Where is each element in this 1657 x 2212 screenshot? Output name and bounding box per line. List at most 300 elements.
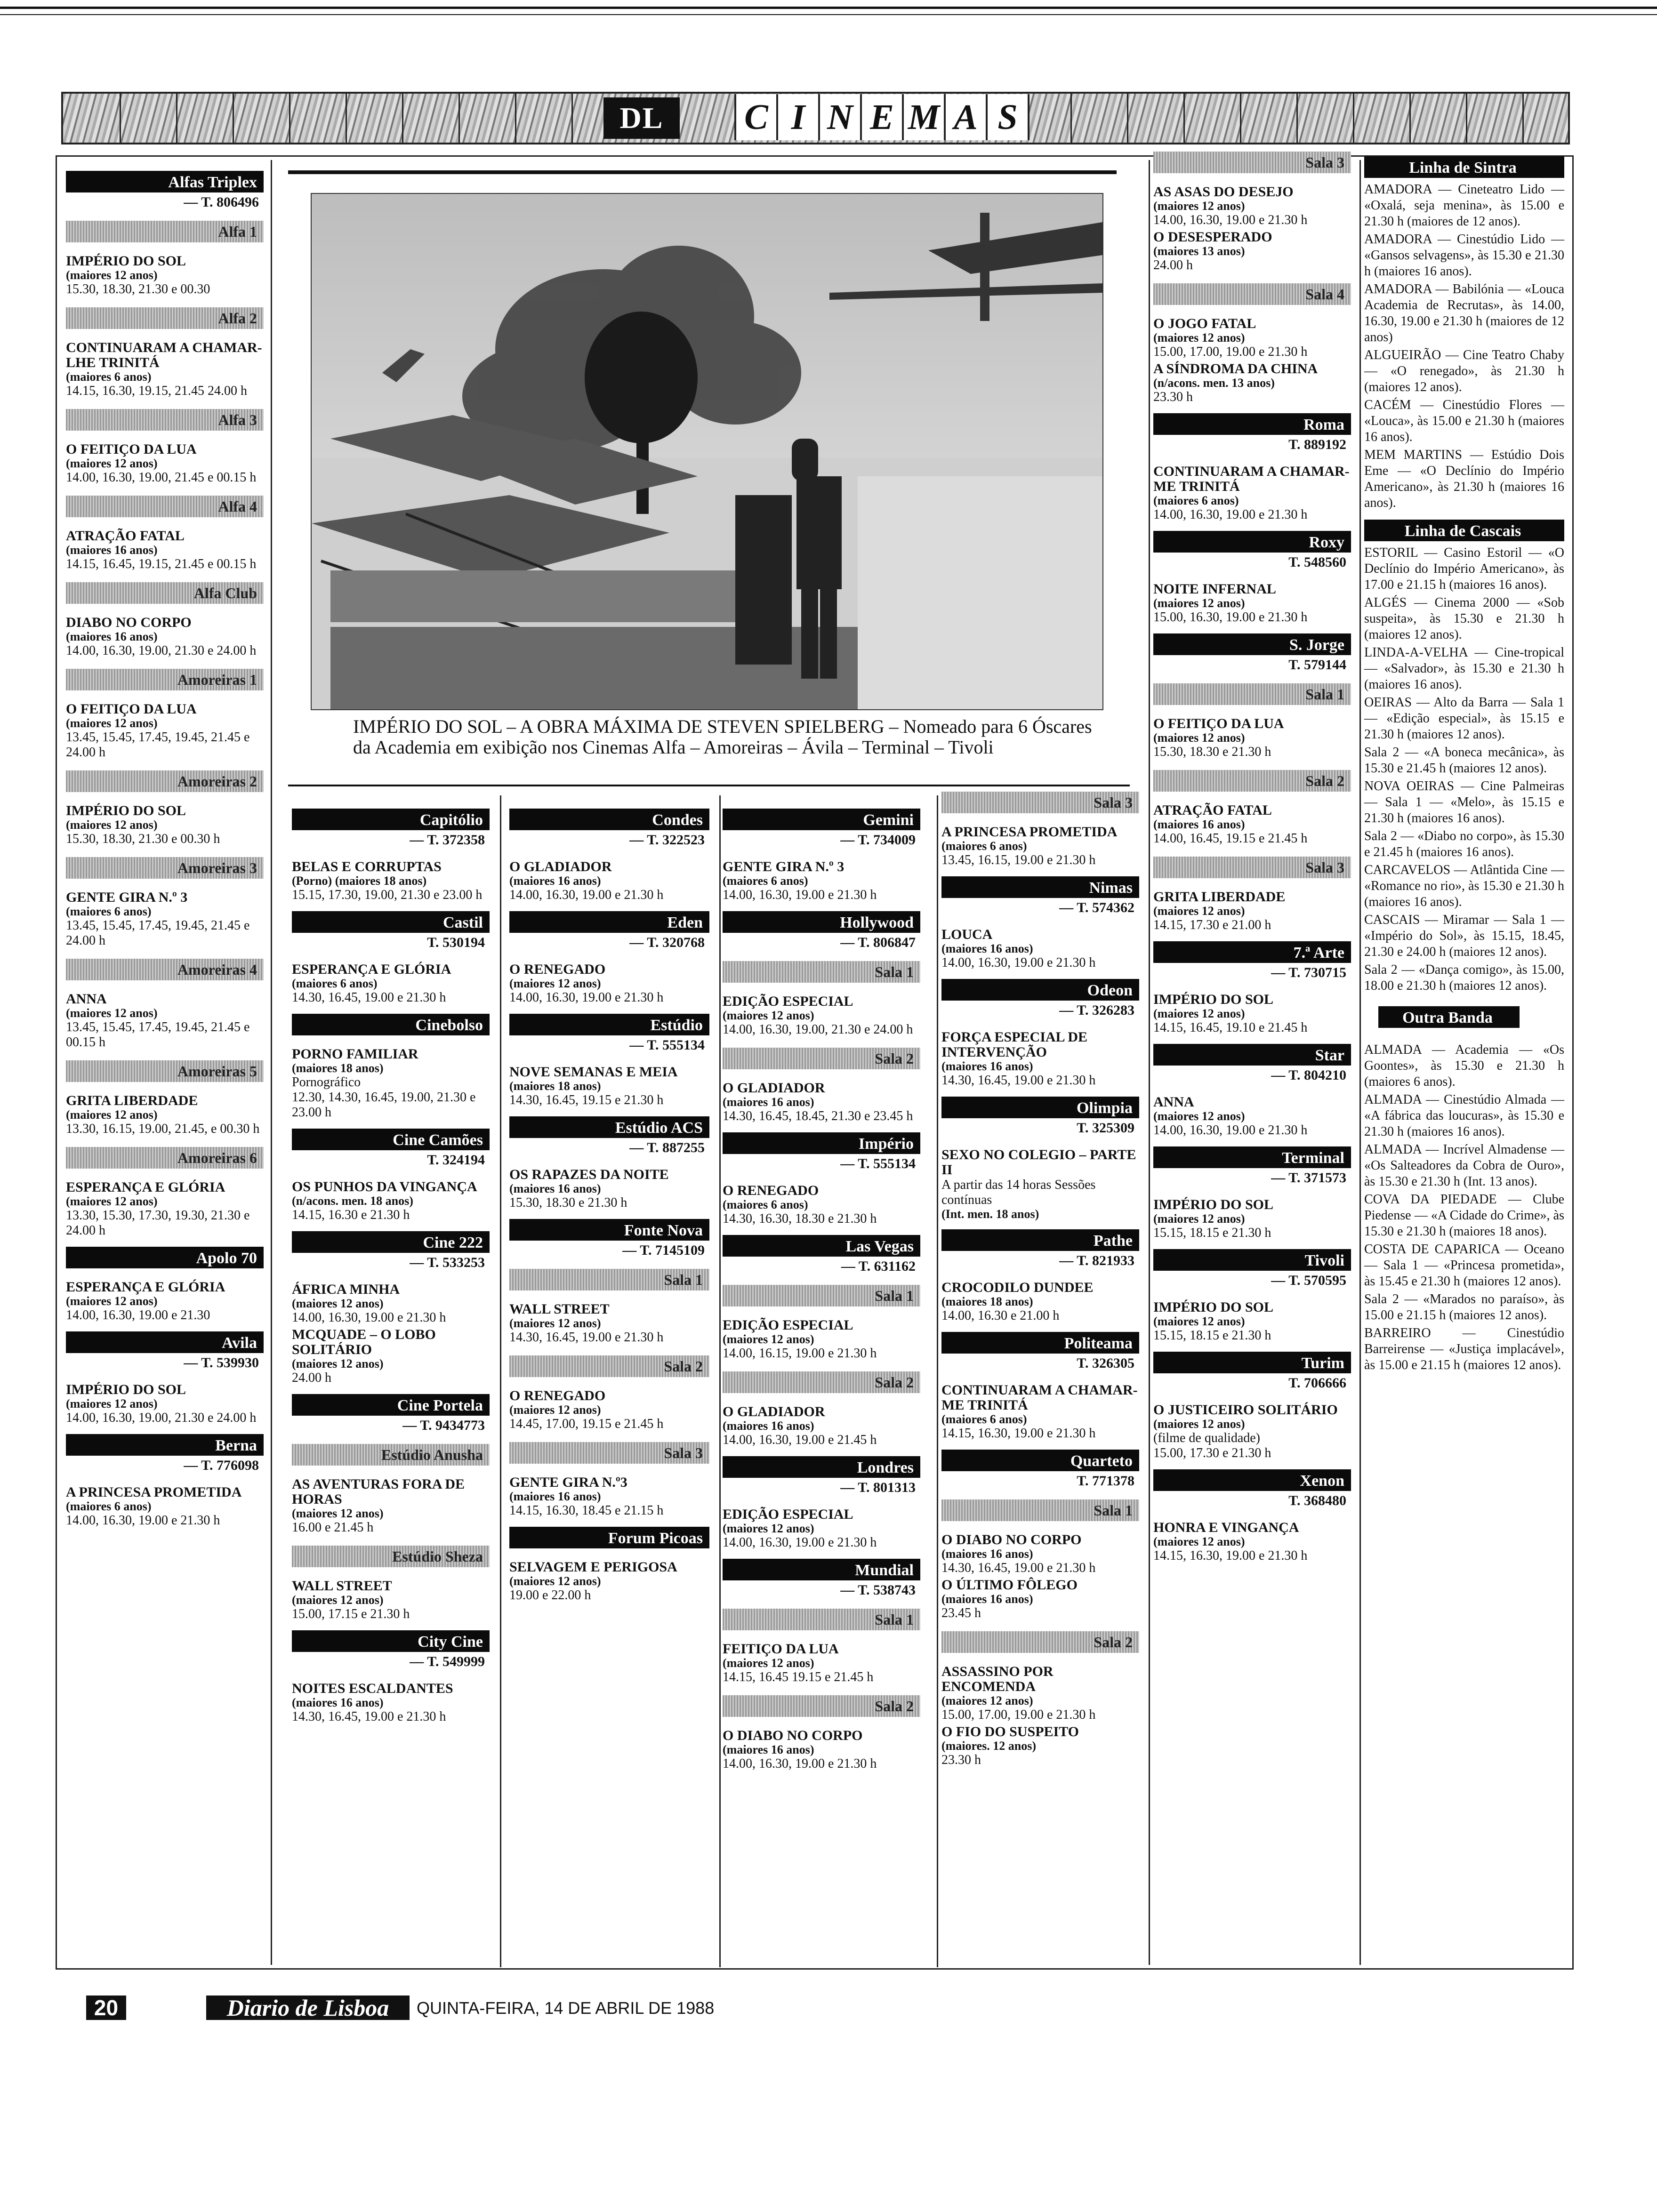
cinema-header: Politeama [941, 1332, 1139, 1354]
showtimes: 15.00, 16.30, 19.00 e 21.30 h [1153, 610, 1308, 625]
cinema-header: Xenon [1153, 1469, 1351, 1491]
cinema-header: Alfa 1 [66, 221, 264, 242]
cinema-phone: T. 889192 [1288, 437, 1346, 452]
film-title: CONTINUARAM A CHAMAR-ME TRINITÁ [1153, 464, 1350, 494]
age-rating: (maiores 12 anos) [66, 457, 158, 470]
cinema-header: Cine Camões [292, 1129, 490, 1150]
film-title: CROCODILO DUNDEE [941, 1280, 1094, 1295]
age-rating: (maiores 12 anos) [723, 1332, 814, 1346]
cinema-phone: T. 771378 [1077, 1473, 1134, 1489]
cinema-header: Star [1153, 1044, 1351, 1066]
film-title: NOITE INFERNAL [1153, 581, 1276, 597]
regional-listing: MEM MARTINS — Estúdio Dois Eme — «O Declínio do Império Americano», às 21.30 h (maiores 16 anos). [1364, 448, 1564, 510]
newspaper-logo: DL [603, 97, 680, 139]
title-letter: M [902, 94, 944, 140]
age-rating: (maiores 16 anos) [509, 1490, 601, 1503]
showtimes: 14.30, 16.45, 19.15 e 21.30 h [509, 1093, 664, 1107]
age-rating: (Int. men. 18 anos) [941, 1207, 1039, 1221]
cinema-header: Sala 3 [1153, 857, 1351, 878]
age-rating: (maiores 6 anos) [292, 977, 378, 990]
photo-top-rule [288, 170, 1117, 174]
age-rating: (maiores 16 anos) [509, 874, 601, 888]
cinema-phone: T. 325309 [1077, 1120, 1134, 1136]
showtimes: 14.00, 16.30, 19.00 e 21.45 h [723, 1433, 877, 1447]
cinema-header: Sala 3 [941, 792, 1139, 813]
film-title: O GLADIADOR [509, 859, 612, 874]
cinema-header: Alfa 3 [66, 409, 264, 431]
cinema-header: Estúdio Anusha [292, 1444, 490, 1466]
regional-listings [1364, 156, 1564, 1375]
showtimes: 14.00, 16.30, 19.00 e 21.30 h [509, 990, 664, 1005]
age-rating: (maiores 16 anos) [723, 1419, 814, 1433]
cinema-phone: — T. 371573 [1271, 1170, 1346, 1186]
film-title: DIABO NO CORPO [66, 615, 192, 630]
cinema-header: Sala 1 [723, 1285, 920, 1306]
showtimes: 15.30, 18.30, 21.30 e 00.30 h [66, 832, 220, 846]
age-rating: (maiores 6 anos) [66, 1499, 152, 1513]
film-title: EDIÇÃO ESPECIAL [723, 1317, 853, 1333]
cinema-header: S. Jorge [1153, 633, 1351, 655]
age-rating: (maiores 6 anos) [66, 905, 152, 918]
showtimes: 14.30, 16.45, 18.45, 21.30 e 23.45 h [723, 1109, 913, 1123]
film-title: FORÇA ESPECIAL DE INTERVENÇÃO [941, 1029, 1088, 1060]
title-letter: I [776, 94, 818, 140]
column-divider [271, 160, 272, 1965]
cinema-phone: — T. 320768 [629, 935, 705, 950]
cinema-phone: — T. 372358 [410, 832, 485, 848]
showtimes: 14.00, 16.30, 19.00 e 21.30 h [723, 1756, 877, 1771]
showtimes: 14.15, 16.45, 19.15, 21.45 e 00.15 h [66, 557, 257, 571]
cinema-header: Quarteto [941, 1450, 1139, 1471]
age-rating: (maiores 12 anos) [1153, 904, 1245, 918]
showtimes: 15.00, 17.30 e 21.30 h [1153, 1446, 1271, 1460]
age-rating: (maiores 12 anos) [509, 1574, 601, 1588]
showtimes: 23.30 h [1153, 390, 1193, 404]
age-rating: (maiores 12 anos) [66, 268, 158, 282]
age-rating: (maiores 12 anos) [1153, 331, 1245, 345]
sintra-list [1364, 182, 1564, 511]
cinema-header: Odeon [941, 979, 1139, 1001]
news-photo [311, 193, 1103, 710]
film-title: ASSASSINO POR ENCOMENDA [941, 1664, 1054, 1694]
cinema-header: Amoreiras 2 [66, 770, 264, 792]
showtimes: 13.45, 15.45, 17.45, 19.45, 21.45 e 24.00 h [66, 730, 250, 760]
cinema-header: Londres [723, 1456, 920, 1478]
film-title: CONTINUARAM A CHAMAR-LHE TRINITÁ [66, 340, 262, 370]
cinema-header: Apolo 70 [66, 1247, 264, 1268]
age-rating: (maiores 12 anos) [723, 1522, 814, 1535]
cinema-header: Amoreiras 1 [66, 669, 264, 690]
film-title: O FEITIÇO DA LUA [1153, 716, 1284, 731]
film-title: O JOGO FATAL [1153, 316, 1256, 331]
column-divider [719, 795, 721, 1967]
showtimes: 14.00, 16.45, 19.15 e 21.45 h [1153, 831, 1308, 846]
photo-caption: IMPÉRIO DO SOL – A OBRA MÁXIMA DE STEVEN SPIELBERG – Nomeado para 6 Óscares da Academia em exibição nos Cinemas Alfa – Amoreiras – Ávila – Terminal – Tivoli [353, 716, 1092, 758]
regional-listing: Sala 2 — «Marados no paraíso», às 15.00 e 21.15 h (maiores 12 anos). [1364, 1292, 1564, 1322]
regional-listing: COSTA DE CAPARICA — Oceano — Sala 1 — «Princesa prometida», às 15.45 e 21.30 h (maiores 12 anos). [1364, 1242, 1564, 1289]
outra-banda-header: Outra Banda [1378, 1006, 1520, 1028]
cinema-header: City Cine [292, 1630, 490, 1652]
cinema-header: Gemini [723, 809, 920, 830]
film-title: BELAS E CORRUPTAS [292, 859, 442, 874]
showtimes: 15.30, 18.30, 21.30 e 00.30 [66, 282, 210, 297]
showtimes: 14.30, 16.45, 19.00 e 21.30 h [292, 990, 446, 1005]
cinema-phone: — T. 9434773 [402, 1418, 485, 1433]
cinema-phone: — T. 887255 [629, 1140, 705, 1155]
film-title: IMPÉRIO DO SOL [66, 1382, 186, 1397]
age-rating: (maiores 16 anos) [941, 1547, 1033, 1561]
age-rating: (maiores 12 anos) [292, 1507, 384, 1520]
showtimes: 14.15, 16.30, 19.15, 21.45 24.00 h [66, 384, 247, 398]
showtimes: 13.30, 16.15, 19.00, 21.45, e 00.30 h [66, 1122, 260, 1136]
age-rating: (maiores 12 anos) [1153, 1007, 1245, 1020]
showtimes: 24.00 h [292, 1370, 331, 1385]
showtimes: 14.00, 16.30, 19.00 e 21.30 h [723, 888, 877, 902]
showtimes: 14.30, 16.45, 19.00 e 21.30 h [941, 1561, 1096, 1575]
showtimes: 15.00, 17.00, 19.00 e 21.30 h [941, 1707, 1096, 1722]
cinema-header: Sala 4 [1153, 283, 1351, 305]
age-rating: (maiores 12 anos) [66, 1397, 158, 1411]
showtimes: 14.15, 16.45 19.15 e 21.45 h [723, 1670, 874, 1684]
age-rating: (maiores 6 anos) [941, 1412, 1027, 1426]
cinema-header: Las Vegas [723, 1235, 920, 1257]
film-title: GRITA LIBERDADE [66, 1093, 198, 1108]
age-rating: (maiores 12 anos) [1153, 199, 1245, 213]
cinema-header: Amoreiras 3 [66, 857, 264, 879]
cinema-phone: — T. 570595 [1271, 1273, 1346, 1288]
film-title: EDIÇÃO ESPECIAL [723, 994, 853, 1009]
showtimes: 14.00, 16.30, 19.00 e 21.30 h [1153, 507, 1308, 522]
age-rating: (maiores 12 anos) [66, 1108, 158, 1122]
film-title: EDIÇÃO ESPECIAL [723, 1507, 853, 1522]
showtimes: 14.15, 16.30, 18.45 e 21.15 h [509, 1503, 664, 1518]
age-rating: (maiores 12 anos) [723, 1656, 814, 1670]
regional-listing: LINDA-A-VELHA — Cine-tropical — «Salvador», às 15.30 e 21.30 h (maiores 16 anos). [1364, 645, 1564, 692]
column-divider [500, 795, 501, 1967]
cinema-phone: — T. 538743 [840, 1582, 916, 1598]
age-rating: (maiores 16 anos) [509, 1182, 601, 1195]
showtimes: 14.45, 17.00, 19.15 e 21.45 h [509, 1417, 664, 1431]
showtimes: 23.30 h [941, 1753, 981, 1767]
cinema-header: Capitólio [292, 809, 490, 830]
cinema-header: Sala 1 [509, 1269, 709, 1290]
showtimes: 14.00, 16.30, 19.00, 21.30 e 24.00 h [66, 1411, 257, 1425]
cinema-header: Berna [66, 1434, 264, 1456]
cinema-header: Avila [66, 1331, 264, 1353]
film-title: GENTE GIRA N.º3 [509, 1475, 627, 1490]
listings-column-4 [723, 800, 920, 1771]
cinema-header: Sala 1 [941, 1499, 1139, 1521]
cinema-phone: — T. 7145109 [622, 1242, 705, 1258]
cinema-header: Sala 2 [509, 1355, 709, 1377]
showtimes: 15.15, 18.15 e 21.30 h [1153, 1226, 1271, 1240]
regional-listing: Sala 2 — «Diabo no corpo», às 15.30 e 21.45 h (maiores 16 anos). [1364, 829, 1564, 859]
film-title: GENTE GIRA N.º 3 [723, 859, 845, 874]
cinema-header: Eden [509, 911, 709, 933]
cinema-phone: — T. 730715 [1271, 965, 1346, 980]
cinema-header: Forum Picoas [509, 1527, 709, 1548]
film-title: GENTE GIRA N.º 3 [66, 890, 188, 905]
showtimes: 14.00, 16.30, 19.00 e 21.30 [66, 1308, 210, 1322]
showtimes: 14.15, 16.30, 19.00 e 21.30 h [941, 1426, 1096, 1441]
film-title: ESPERANÇA E GLÓRIA [66, 1279, 225, 1295]
film-title: ÁFRICA MINHA [292, 1282, 400, 1297]
age-rating: (maiores 12 anos) [292, 1297, 384, 1310]
cinema-phone: T. 530194 [427, 935, 485, 950]
age-rating: (maiores 6 anos) [723, 874, 808, 888]
film-title: PORNO FAMILIAR [292, 1046, 418, 1062]
age-rating: (maiores 12 anos) [509, 1316, 601, 1330]
film-title: IMPÉRIO DO SOL [1153, 1299, 1274, 1315]
footer-date: QUINTA-FEIRA, 14 DE ABRIL DE 1988 [417, 1998, 715, 2018]
cinema-phone: — T. 806847 [840, 935, 916, 950]
film-title: NOVE SEMANAS E MEIA [509, 1064, 678, 1080]
film-title: O RENEGADO [723, 1183, 819, 1198]
showtimes: 14.15, 17.30 e 21.00 h [1153, 918, 1271, 932]
age-rating: (maiores 12 anos) [1153, 1417, 1245, 1431]
age-rating: (maiores 12 anos) [1153, 1109, 1245, 1123]
cinema-phone: — T. 322523 [629, 832, 705, 848]
showtimes: 12.30, 14.30, 16.45, 19.00, 21.30 e 23.00 h [292, 1090, 476, 1120]
film-title: O GLADIADOR [723, 1404, 825, 1419]
age-rating: (maiores 16 anos) [292, 1696, 384, 1709]
cinema-header: Fonte Nova [509, 1219, 709, 1241]
film-title: O FEITIÇO DA LUA [66, 701, 197, 717]
age-rating: (maiores 12 anos) [1153, 1212, 1245, 1226]
age-rating: (maiores. 12 anos) [941, 1739, 1037, 1753]
showtimes: 14.30, 16.45, 19.00 e 21.30 h [941, 1073, 1096, 1088]
age-rating: (maiores 16 anos) [941, 1059, 1033, 1073]
cinema-header: Sala 2 [941, 1631, 1139, 1653]
age-rating: (maiores 12 anos) [1153, 1535, 1245, 1548]
film-title: AS AVENTURAS FORA DE HORAS [292, 1476, 465, 1507]
age-rating: (maiores 16 anos) [66, 543, 158, 557]
age-rating: (Porno) (maiores 18 anos) [292, 874, 427, 888]
age-rating: (n/acons. men. 13 anos) [1153, 376, 1275, 390]
cinema-header: Cinebolso [292, 1014, 490, 1035]
listings-column-2 [292, 800, 490, 1724]
showtimes: 15.00, 17.00, 19.00 e 21.30 h [1153, 345, 1308, 359]
cinema-phone: — T. 555134 [840, 1156, 916, 1171]
cascais-header: Linha de Cascais [1364, 520, 1564, 541]
regional-listing: BARREIRO — Cinestúdio Barreirense — «Justiça implacável», às 15.00 e 21.15 h (maiores 12 anos). [1364, 1326, 1564, 1372]
film-title: O GLADIADOR [723, 1080, 825, 1096]
footer-newspaper-logo: Diario de Lisboa [206, 1996, 410, 2020]
cinema-header: Amoreiras 5 [66, 1060, 264, 1082]
cinema-header: Castil [292, 911, 490, 933]
film-title: A PRINCESA PROMETIDA [66, 1484, 242, 1500]
age-rating: (n/acons. men. 18 anos) [292, 1194, 413, 1208]
cinema-phone: — T. 776098 [184, 1458, 259, 1473]
film-title: A SÍNDROMA DA CHINA [1153, 361, 1318, 377]
film-title: O DIABO NO CORPO [723, 1728, 863, 1743]
cinema-phone: T. 706666 [1288, 1375, 1346, 1391]
showtimes: 15.30, 18.30 e 21.30 h [509, 1195, 627, 1210]
cinema-phone: — T. 821933 [1059, 1253, 1134, 1268]
regional-listing: NOVA OEIRAS — Cine Palmeiras — Sala 1 — «Melo», às 15.15 e 21.30 h (maiores 16 anos). [1364, 779, 1564, 825]
listings-column-6 [1153, 141, 1351, 1563]
film-title: OS PUNHOS DA VINGANÇA [292, 1179, 477, 1194]
film-note: (filme de qualidade) [1153, 1431, 1261, 1445]
age-rating: (maiores 16 anos) [941, 942, 1033, 955]
age-rating: (maiores 12 anos) [66, 1006, 158, 1020]
regional-listing: ALGUEIRÃO — Cine Teatro Chaby — «O renegado», às 21.30 h (maiores 12 anos). [1364, 348, 1564, 394]
showtimes: 14.00, 16.30, 19.00 e 21.30 h [292, 1310, 446, 1325]
showtimes: 23.45 h [941, 1606, 981, 1620]
cinema-header: Turim [1153, 1352, 1351, 1373]
cinema-phone: — T. 533253 [410, 1255, 485, 1270]
cinema-header: Sala 3 [509, 1442, 709, 1464]
film-title: O DIABO NO CORPO [941, 1532, 1082, 1547]
outra-banda-list [1364, 1042, 1564, 1373]
showtimes: 14.00, 16.30, 19.00 e 21.30 h [509, 888, 664, 902]
age-rating: (maiores 16 anos) [1153, 817, 1245, 831]
age-rating: (maiores 12 anos) [1153, 731, 1245, 745]
regional-listing: COVA DA PIEDADE — Clube Piedense — «A Cidade do Crime», às 15.30 e 21.30 h (maiores 18 anos). [1364, 1192, 1564, 1239]
showtimes: 14.00, 16.30 e 21.00 h [941, 1308, 1060, 1323]
showtimes: 14.15, 16.30 e 21.30 h [292, 1208, 410, 1222]
cinema-header: Hollywood [723, 911, 920, 933]
regional-listing: OEIRAS — Alto da Barra — Sala 1 — «Edição especial», às 15.15 e 21.30 h (maiores 12 anos). [1364, 695, 1564, 742]
age-rating: (maiores 12 anos) [1153, 596, 1245, 610]
title-letter: A [944, 94, 986, 140]
cinema-header: Mundial [723, 1559, 920, 1580]
film-title: WALL STREET [292, 1578, 392, 1594]
cinema-header: Olimpia [941, 1097, 1139, 1118]
cinema-header: Amoreiras 4 [66, 959, 264, 980]
showtimes: 14.30, 16.30, 18.30 e 21.30 h [723, 1211, 877, 1226]
regional-listing: CARCAVELOS — Atlântida Cine — «Romance no rio», às 15.30 e 21.30 h (maiores 16 anos). [1364, 863, 1564, 909]
regional-listing: ALGÉS — Cinema 2000 — «Sob suspeita», às 15.30 e 21.30 h (maiores 12 anos). [1364, 595, 1564, 642]
age-rating: (maiores 12 anos) [66, 818, 158, 832]
cinema-header: Sala 2 [723, 1048, 920, 1069]
film-title: NOITES ESCALDANTES [292, 1681, 453, 1696]
film-title: O FEITIÇO DA LUA [66, 441, 197, 457]
showtimes: 15.15, 17.30, 19.00, 21.30 e 23.00 h [292, 888, 483, 902]
regional-listing: Sala 2 — «A boneca mecânica», às 15.30 e 21.45 h (maiores 12 anos). [1364, 745, 1564, 776]
age-rating: (maiores 12 anos) [66, 716, 158, 730]
film-title: IMPÉRIO DO SOL [1153, 992, 1274, 1007]
age-rating: (maiores 18 anos) [941, 1295, 1033, 1308]
age-rating: (maiores 6 anos) [941, 839, 1027, 853]
age-rating: (maiores 12 anos) [66, 1194, 158, 1208]
cinema-header: Cine Portela [292, 1394, 490, 1416]
cinema-phone: — T. 549999 [410, 1654, 485, 1669]
age-rating: (maiores 12 anos) [723, 1009, 814, 1022]
title-letter: N [818, 94, 860, 140]
showtimes: 14.00, 16.30, 19.00, 21.30 e 24.00 h [66, 643, 257, 658]
regional-listing: AMADORA — Cinestúdio Lido — «Gansos selvagens», às 15.30 e 21.30 h (maiores 16 anos). [1364, 232, 1564, 279]
listings-column-3 [509, 800, 709, 1603]
showtimes: 14.00, 16.30, 19.00 e 21.30 h [723, 1535, 877, 1550]
age-rating: (maiores 12 anos) [941, 1694, 1033, 1707]
column-divider [1359, 160, 1361, 1965]
age-rating: (maiores 16 anos) [941, 1592, 1033, 1606]
showtimes: 14.15, 16.45, 19.10 e 21.45 h [1153, 1020, 1308, 1035]
cinema-header: Alfa Club [66, 582, 264, 604]
cinema-header: Alfa 2 [66, 307, 264, 329]
cinema-header: Terminal [1153, 1146, 1351, 1168]
showtimes: 13.30, 15.30, 17.30, 19.30, 21.30 e 24.00 h [66, 1208, 250, 1238]
cinema-header: Condes [509, 809, 709, 830]
cinema-header: Sala 2 [723, 1371, 920, 1393]
cinema-header: Sala 2 [1153, 770, 1351, 792]
cinema-phone: T. 324194 [427, 1152, 485, 1168]
film-title: WALL STREET [509, 1301, 610, 1317]
regional-listing: CASCAIS — Miramar — Sala 1 — «Império do Sol», às 15.15, 18.45, 21.30 e 24.00 h (maiores 12 anos). [1364, 913, 1564, 959]
cinema-header: Roxy [1153, 531, 1351, 553]
film-title: O JUSTICEIRO SOLITÁRIO [1153, 1402, 1338, 1418]
cinema-header: Pathe [941, 1229, 1139, 1251]
age-rating: (maiores 18 anos) [292, 1061, 384, 1075]
regional-listing: ESTORIL — Casino Estoril — «O Declínio do Império Americano», às 17.00 e 21.15 h (maiores 16 anos). [1364, 545, 1564, 592]
cinema-header: Alfa 4 [66, 496, 264, 517]
age-rating: (maiores 12 anos) [66, 1294, 158, 1308]
showtimes: 14.00, 16.15, 19.00 e 21.30 h [723, 1346, 877, 1361]
showtimes: 13.45, 15.45, 17.45, 19.45, 21.45 e 00.15 h [66, 1020, 250, 1050]
cinema-header: Sala 2 [723, 1695, 920, 1717]
cinema-header: Roma [1153, 413, 1351, 435]
showtimes: 14.00, 16.30, 19.00 e 21.30 h [66, 1513, 220, 1528]
showtimes: 14.00, 16.30, 19.00, 21.30 e 24.00 h [723, 1022, 913, 1037]
age-rating: (maiores 16 anos) [723, 1095, 814, 1109]
column-divider [1149, 160, 1150, 1965]
film-title: A PRINCESA PROMETIDA [941, 824, 1118, 840]
showtimes: 15.30, 18.30 e 21.30 h [1153, 745, 1271, 759]
film-note: Pornográfico [292, 1075, 361, 1090]
film-title: OS RAPAZES DA NOITE [509, 1167, 669, 1182]
regional-listing: Sala 2 — «Dança comigo», às 15.00, 18.00 e 21.30 h (maiores 12 anos). [1364, 962, 1564, 993]
regional-listing: ALMADA — Academia — «Os Goontes», às 15.30 e 21.30 h (maiores 6 anos). [1364, 1042, 1564, 1089]
regional-listing: AMADORA — Babilónia — «Louca Academia de Recrutas», às 14.00, 16.30, 19.00 e 21.30 h (maiores de 12 anos) [1364, 282, 1564, 345]
age-rating: (maiores 18 anos) [509, 1079, 601, 1093]
age-rating: (maiores 12 anos) [1153, 1314, 1245, 1328]
film-title: O RENEGADO [509, 962, 606, 977]
showtimes: 14.00, 16.30, 19.00, 21.45 e 00.15 h [66, 470, 257, 485]
film-title: ESPERANÇA E GLÓRIA [292, 962, 451, 977]
cinema-header: Sala 1 [723, 1609, 920, 1630]
cinema-header: 7.ª Arte [1153, 941, 1351, 963]
sintra-header: Linha de Sintra [1364, 156, 1564, 178]
cinema-phone: — T. 539930 [184, 1355, 259, 1370]
age-rating: (maiores 16 anos) [66, 630, 158, 643]
cinema-header: Império [723, 1132, 920, 1154]
film-title: IMPÉRIO DO SOL [66, 803, 186, 818]
film-title: ATRAÇÃO FATAL [66, 528, 185, 544]
film-title: GRITA LIBERDADE [1153, 889, 1286, 905]
showtimes: 14.30, 16.45, 19.00 e 21.30 h [292, 1709, 446, 1724]
age-rating: (maiores 13 anos) [1153, 244, 1245, 258]
cinema-phone: — T. 631162 [841, 1258, 916, 1274]
film-title: ANNA [1153, 1094, 1194, 1110]
showtimes: 15.15, 18.15 e 21.30 h [1153, 1328, 1271, 1343]
film-title: FEITIÇO DA LUA [723, 1641, 839, 1657]
cinema-header: Cine 222 [292, 1231, 490, 1253]
cinema-header: Nimas [941, 876, 1139, 898]
cinema-header: Sala 3 [1153, 152, 1351, 173]
showtimes: 14.15, 16.30, 19.00 e 21.30 h [1153, 1548, 1308, 1563]
age-rating: (maiores 12 anos) [509, 1403, 601, 1417]
cinema-phone: T. 548560 [1288, 554, 1346, 570]
regional-listing: CACÉM — Cinestúdio Flores — «Louca», às 15.00 e 21.30 h (maiores 16 anos). [1364, 398, 1564, 444]
film-title: LOUCA [941, 927, 993, 942]
showtimes: 16.00 e 21.45 h [292, 1520, 374, 1535]
showtimes: 19.00 e 22.00 h [509, 1588, 591, 1603]
showtimes: 14.00, 16.30, 19.00 e 21.30 h [1153, 1123, 1308, 1138]
film-title: O FIO DO SUSPEITO [941, 1724, 1079, 1739]
cascais-list [1364, 545, 1564, 994]
cinema-header: Sala 1 [1153, 683, 1351, 705]
